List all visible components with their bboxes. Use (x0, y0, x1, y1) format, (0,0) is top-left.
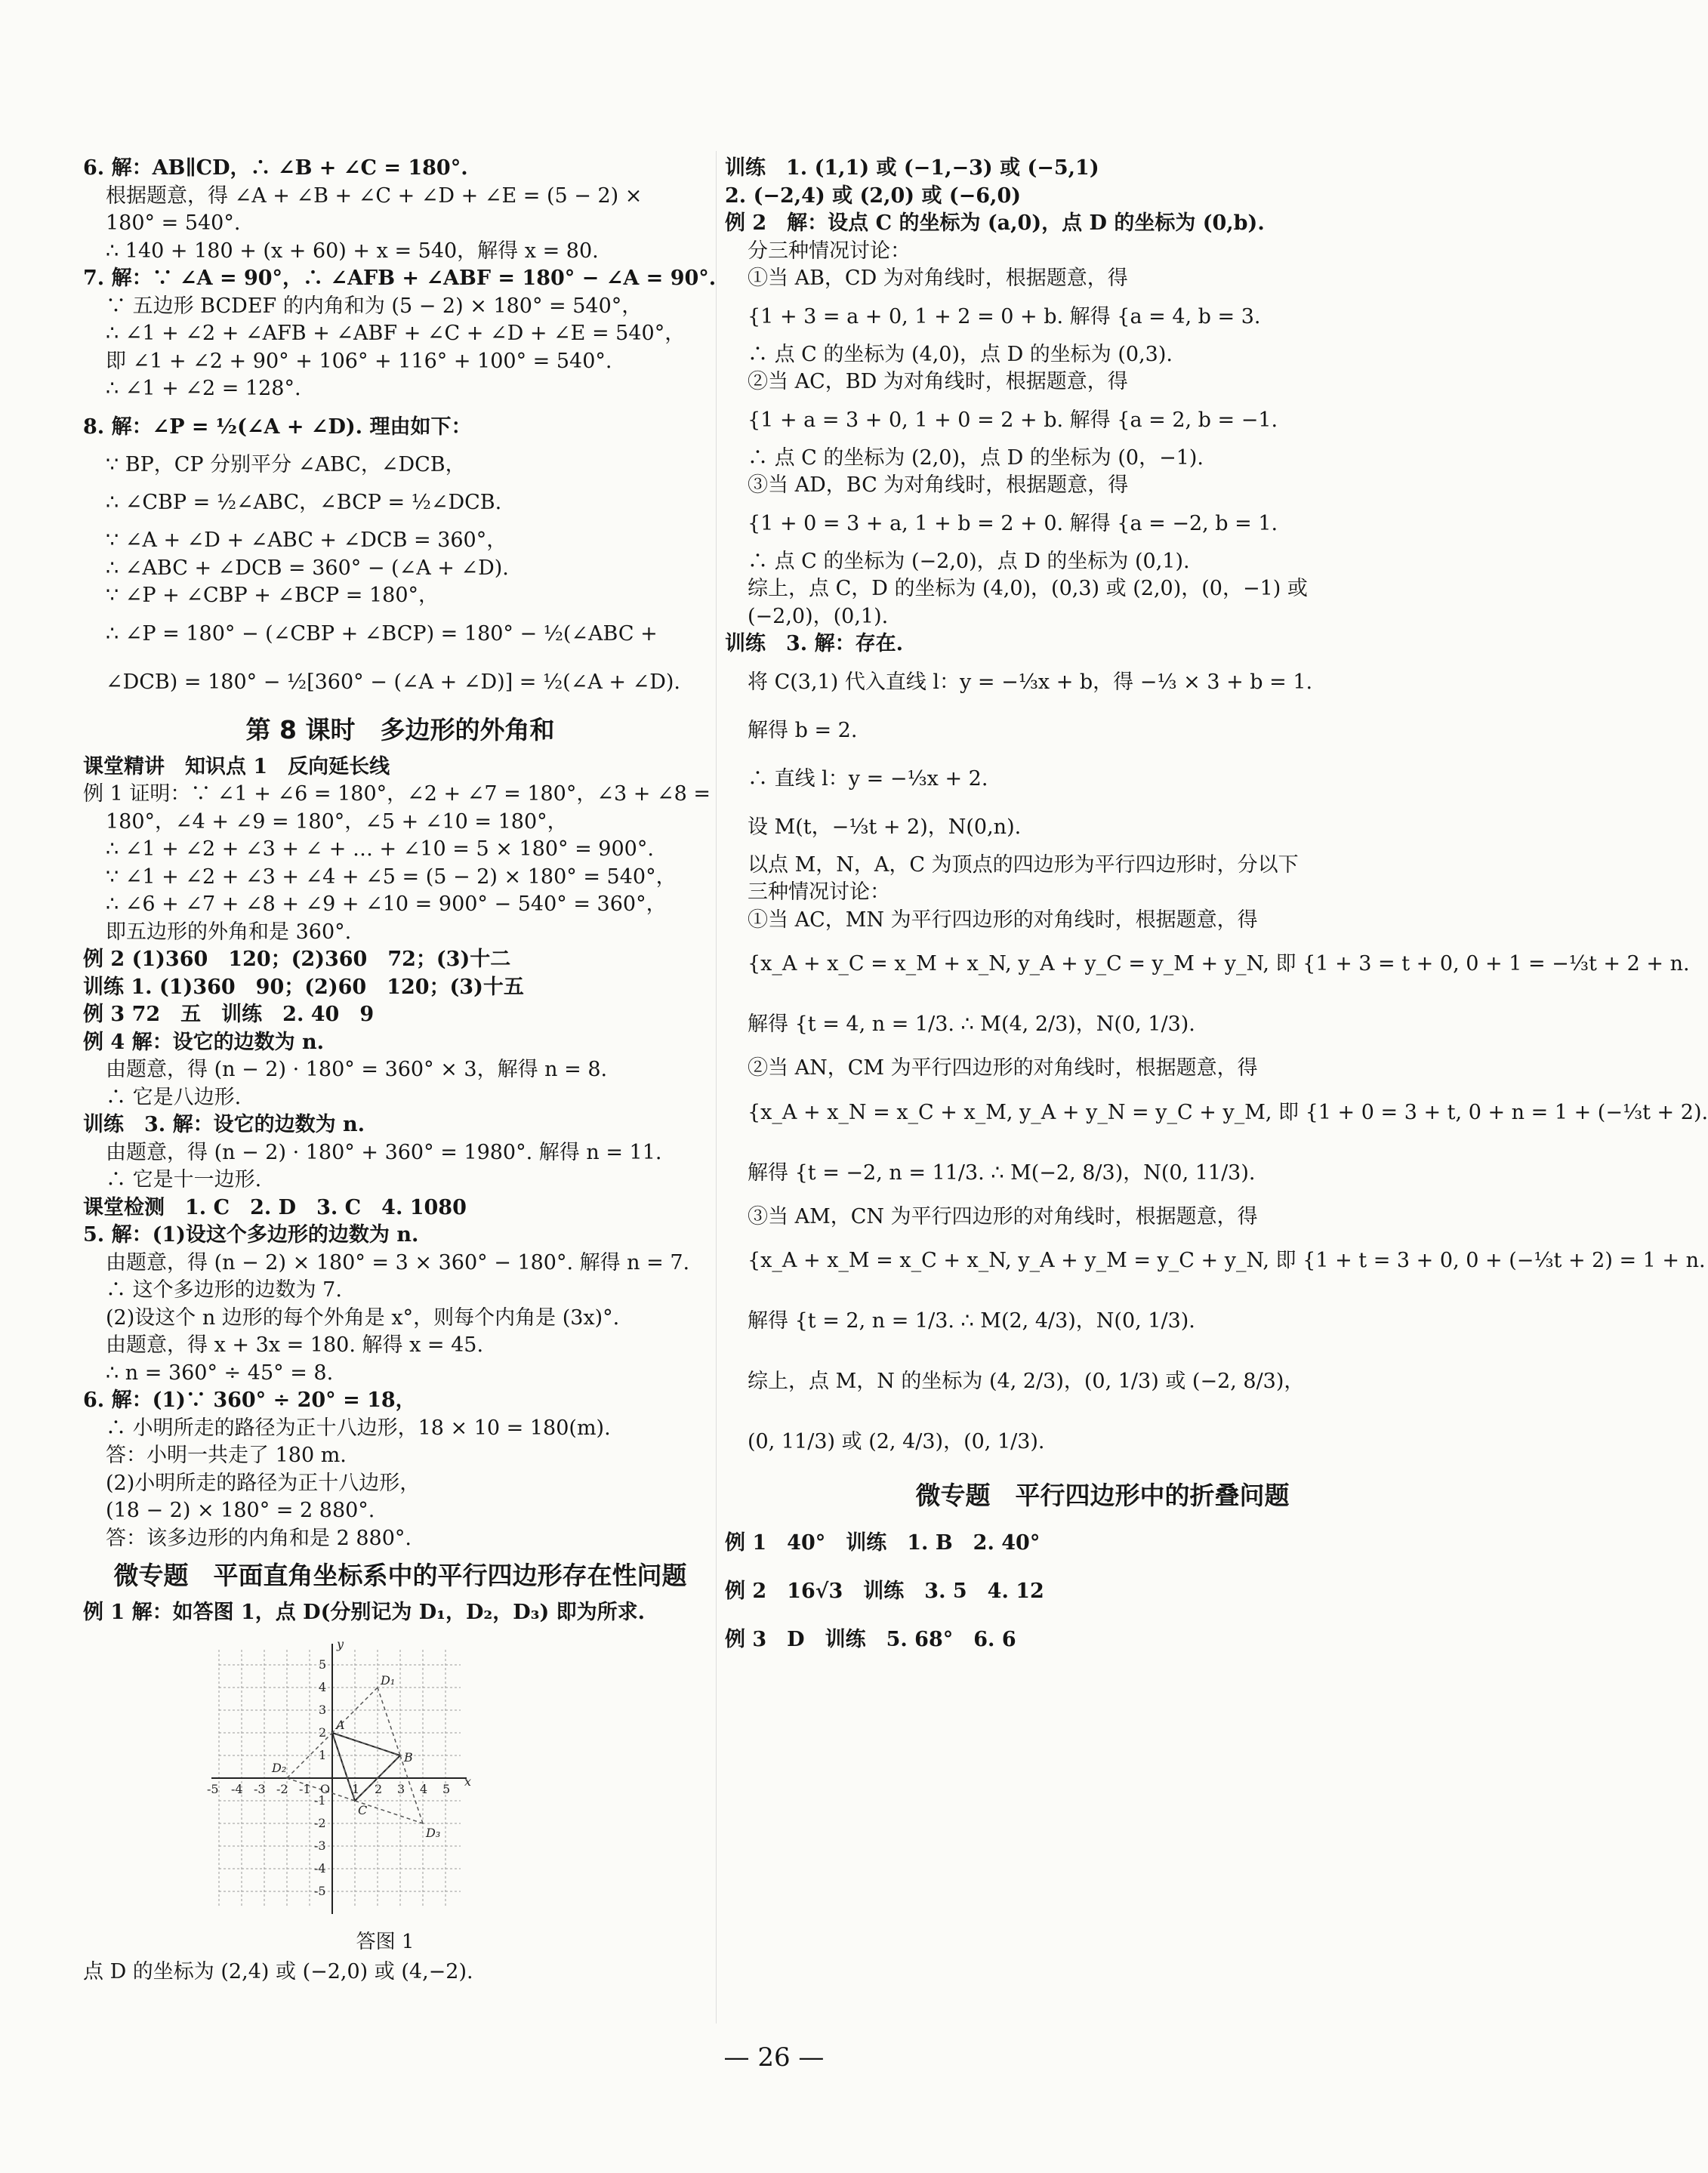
y-tick: -1 (314, 1792, 326, 1808)
text-line: 训练 1. (1,1) 或 (−1,−3) 或 (−5,1) (725, 156, 1099, 180)
text-line: ∵ 五边形 BCDEF 的内角和为 (5 − 2) × 180° = 540°， (106, 294, 643, 318)
text-line: (−2,0)，(0,1). (748, 604, 889, 628)
text-line: ③当 AD，BC 为对角线时，根据题意，得 (748, 473, 1129, 497)
text-line: ∴ n = 360° ÷ 45° = 8. (106, 1361, 334, 1385)
section-title: 第 8 课时 多边形的外角和 (245, 714, 555, 744)
text-line: 例 1 40° 训练 1. B 2. 40° (725, 1531, 1041, 1555)
text-line: ∠DCB) = 180° − ½[360° − (∠A + ∠D)] = ½(∠A + ∠D). (106, 670, 681, 694)
section-title: 微专题 平面直角坐标系中的平行四边形存在性问题 (113, 1561, 687, 1590)
text-line: ∵ BP，CP 分别平分 ∠ABC，∠DCB， (106, 452, 466, 476)
figure-caption: 答图 1 (356, 1930, 415, 1953)
text-line: 三种情况讨论： (748, 880, 890, 904)
x-tick: -2 (276, 1781, 288, 1796)
text-line: 例 4 解：设它的边数为 n. (83, 1030, 325, 1054)
equation-system: {1 + 3 = a + 0, 1 + 2 = 0 + b. 解得 {a = 4, b = 3. (748, 304, 1261, 328)
text-line: ∴ 直线 l：y = −⅓x + 2. (748, 766, 988, 791)
text-line: ∵ ∠1 + ∠2 + ∠3 + ∠4 + ∠5 = (5 − 2) × 180° = 540°， (106, 865, 677, 889)
y-tick: -5 (314, 1883, 326, 1898)
text-line: 训练 1. (1)360 90；(2)60 120；(3)十五 (83, 975, 524, 999)
text-line: 根据题意，得 ∠A + ∠B + ∠C + ∠D + ∠E = (5 − 2) × (106, 183, 643, 208)
text-line: ∴ ∠ABC + ∠DCB = 360° − (∠A + ∠D). (106, 556, 509, 580)
point-label-b: B (404, 1749, 413, 1765)
origin-label: O (320, 1781, 331, 1796)
text-line: 例 2 解：设点 C 的坐标为 (a,0)，点 D 的坐标为 (0,b). (725, 211, 1265, 235)
right-column (725, 155, 1708, 1664)
text-line: 分三种情况讨论： (748, 239, 911, 263)
text-line: 由题意，得 (n − 2) · 180° + 360° = 1980°. 解得 n = 11. (106, 1140, 662, 1164)
text-line: 即 ∠1 + ∠2 + 90° + 106° + 116° + 100° = 540°. (106, 349, 612, 373)
text-line: (2)小明所走的路径为正十八边形， (106, 1471, 421, 1495)
text-line: ∴ 点 C 的坐标为 (4,0)，点 D 的坐标为 (0,3). (748, 342, 1173, 366)
text-line: 5. 解：(1)设这个多边形的边数为 n. (83, 1223, 419, 1247)
text-line: 点 D 的坐标为 (2,4) 或 (−2,0) 或 (4,−2). (83, 1959, 473, 1983)
text-line: 例 2 (1)360 120；(2)360 72；(3)十二 (83, 948, 511, 971)
equation-system: 解得 {t = 2, n = 1/3. ∴ M(2, 4/3)，N(0, 1/3). (748, 1309, 1195, 1333)
coordinate-grid-svg (204, 1635, 476, 1922)
text-line: ∴ 点 C 的坐标为 (2,0)，点 D 的坐标为 (0，−1). (748, 445, 1204, 470)
equation-system: 解得 {t = −2, n = 11/3. ∴ M(−2, 8/3)，N(0, 11/3). (748, 1160, 1256, 1185)
text-line: ∴ ∠1 + ∠2 + ∠AFB + ∠ABF + ∠C + ∠D + ∠E = 540°， (106, 322, 686, 345)
point-label-d1: D₁ (381, 1672, 396, 1688)
text-line: ∴ 它是十一边形. (106, 1168, 262, 1191)
equation-system: {x_A + x_C = x_M + x_N, y_A + y_C = y_M + y_N, 即 {1 + 3 = t + 0, 0 + 1 = −⅓t + 2 + n. (748, 952, 1690, 976)
text-line: 例 1 证明：∵ ∠1 + ∠6 = 180°，∠2 + ∠7 = 180°，∠3 + ∠8 = (83, 782, 711, 806)
text-line: 7. 解：∵ ∠A = 90°，∴ ∠AFB + ∠ABF = 180° − ∠A = 90°. (83, 267, 717, 290)
text-line: ∴ ∠1 + ∠2 + ∠3 + ∠ + … + ∠10 = 5 × 180° = 900°. (106, 837, 654, 861)
text-line: (2)设这个 n 边形的每个外角是 x°，则每个内角是 (3x)°. (106, 1305, 620, 1330)
text-line: ①当 AB，CD 为对角线时，根据题意，得 (748, 267, 1128, 290)
text-line: 课堂精讲 知识点 1 反向延长线 (83, 754, 390, 778)
text-line: 由题意，得 (n − 2) · 180° = 360° × 3，解得 n = 8. (106, 1058, 608, 1081)
x-axis-label: x (464, 1774, 472, 1789)
text-line: ∴ ∠CBP = ½∠ABC，∠BCP = ½∠DCB. (106, 491, 502, 514)
text-line: 例 1 解：如答图 1，点 D(分别记为 D₁，D₂，D₃) 即为所求. (83, 1601, 646, 1624)
text-line: ∴ 这个多边形的边数为 7. (106, 1278, 342, 1302)
x-tick: 4 (420, 1781, 428, 1796)
text-line: 以点 M，N，A，C 为顶点的四边形为平行四边形时，分以下 (748, 852, 1299, 877)
equation-system: {1 + a = 3 + 0, 1 + 0 = 2 + b. 解得 {a = 2, b = −1. (748, 408, 1278, 432)
x-tick: 3 (397, 1781, 405, 1796)
text-line: 即五边形的外角和是 360°. (106, 920, 352, 944)
text-line: ∴ ∠P = 180° − (∠CBP + ∠BCP) = 180° − ½(∠ABC + (106, 621, 658, 646)
text-line: ∵ ∠P + ∠CBP + ∠BCP = 180°， (106, 584, 439, 607)
text-line: 6. 解：(1)∵ 360° ÷ 20° = 18， (83, 1389, 416, 1412)
section-title: 微专题 平行四边形中的折叠问题 (915, 1481, 1290, 1510)
text-line: ②当 AN，CM 为平行四边形的对角线时，根据题意，得 (748, 1056, 1258, 1080)
text-line: 例 2 16√3 训练 3. 5 4. 12 (725, 1580, 1044, 1603)
text-line: ∴ ∠1 + ∠2 = 128°. (106, 377, 301, 400)
coordinate-figure (204, 1635, 566, 1954)
equation-system: {x_A + x_M = x_C + x_N, y_A + y_M = y_C + y_N, 即 {1 + t = 3 + 0, 0 + (−⅓t + 2) = 1 + n. (748, 1249, 1706, 1272)
text-line: 训练 3. 解：存在. (725, 632, 903, 655)
text-line: 训练 3. 解：设它的边数为 n. (83, 1113, 365, 1136)
text-line: 例 3 D 训练 5. 68° 6. 6 (725, 1628, 1016, 1651)
y-tick: 5 (319, 1657, 327, 1672)
point-label-a: A (336, 1717, 345, 1732)
y-tick: 4 (319, 1679, 327, 1694)
text-line: ∴ 小明所走的路径为正十八边形，18 × 10 = 180(m). (106, 1416, 611, 1440)
text-line: (0, 11/3) 或 (2, 4/3)，(0, 1/3). (748, 1430, 1045, 1453)
text-line: 由题意，得 (n − 2) × 180° = 3 × 360° − 180°. 解得 n = 7. (106, 1250, 690, 1275)
text-line: 课堂检测 1. C 2. D 3. C 4. 1080 (83, 1195, 467, 1219)
x-tick: -3 (254, 1781, 266, 1796)
text-line: ∴ 点 C 的坐标为 (−2,0)，点 D 的坐标为 (0,1). (748, 549, 1190, 573)
text-line: ∵ ∠A + ∠D + ∠ABC + ∠DCB = 360°， (106, 529, 507, 552)
point-label-d3: D₃ (426, 1825, 441, 1840)
left-column (83, 155, 717, 1986)
x-tick: -4 (231, 1781, 243, 1796)
y-tick: -2 (314, 1815, 326, 1830)
y-tick: 1 (319, 1747, 327, 1762)
y-axis-label: y (337, 1636, 344, 1651)
text-line: 答：该多边形的内角和是 2 880°. (106, 1526, 412, 1550)
text-line: 综上，点 M，N 的坐标为 (4, 2/3)，(0, 1/3) 或 (−2, 8/3)， (748, 1370, 1305, 1393)
point-label-d2: D₂ (272, 1760, 287, 1775)
text-line: ∴ 140 + 180 + (x + 60) + x = 540，解得 x = 80. (106, 239, 599, 263)
y-tick: -4 (314, 1860, 326, 1876)
text-line: ∴ ∠6 + ∠7 + ∠8 + ∠9 + ∠10 = 900° − 540° = 360°， (106, 892, 667, 916)
text-line: 将 C(3,1) 代入直线 l：y = −⅓x + b，得 −⅓ × 3 + b = 1. (748, 670, 1313, 694)
equation-system: 解得 {t = 4, n = 1/3. ∴ M(4, 2/3)，N(0, 1/3). (748, 1013, 1195, 1036)
text-line: 由题意，得 x + 3x = 180. 解得 x = 45. (106, 1333, 484, 1357)
text-line: 180° = 540°. (106, 211, 241, 235)
point-label-c: C (358, 1802, 368, 1817)
y-tick: -3 (314, 1838, 326, 1853)
x-tick: -5 (207, 1781, 219, 1796)
text-line: ②当 AC，BD 为对角线时，根据题意，得 (748, 370, 1128, 393)
text-line: 8. 解：∠P = ½(∠A + ∠D). 理由如下： (83, 415, 472, 439)
equation-system: {1 + 0 = 3 + a, 1 + b = 2 + 0. 解得 {a = −2, b = 1. (748, 511, 1278, 535)
text-line: (18 − 2) × 180° = 2 880°. (106, 1499, 375, 1522)
text-line: 6. 解：AB∥CD，∴ ∠B + ∠C = 180°. (83, 156, 468, 180)
text-line: 2. (−2,4) 或 (2,0) 或 (−6,0) (725, 183, 1022, 208)
text-line: 180°，∠4 + ∠9 = 180°，∠5 + ∠10 = 180°， (106, 809, 568, 834)
equation-system: {x_A + x_N = x_C + x_M, y_A + y_N = y_C + y_M, 即 {1 + 0 = 3 + t, 0 + n = 1 + (−⅓t + 2). (748, 1100, 1708, 1124)
x-tick: 2 (375, 1781, 383, 1796)
x-tick: 5 (442, 1781, 451, 1796)
text-line: ∴ 它是八边形. (106, 1085, 242, 1109)
page-number: — 26 — (723, 2042, 825, 2073)
y-tick: 3 (319, 1702, 327, 1717)
y-tick: 2 (319, 1725, 327, 1740)
text-line: 综上，点 C，D 的坐标为 (4,0)，(0,3) 或 (2,0)，(0，−1) 或 (748, 577, 1308, 600)
text-line: 解得 b = 2. (748, 718, 858, 742)
text-line: ①当 AC，MN 为平行四边形的对角线时，根据题意，得 (748, 908, 1258, 932)
text-line: 例 3 72 五 训练 2. 40 9 (83, 1003, 375, 1026)
x-tick: 1 (352, 1781, 360, 1796)
text-line: 设 M(t，−⅓t + 2)，N(0,n). (748, 815, 1022, 839)
x-tick: -1 (299, 1781, 311, 1796)
text-line: 答：小明一共走了 180 m. (106, 1444, 347, 1467)
text-line: ③当 AM，CN 为平行四边形的对角线时，根据题意，得 (748, 1204, 1258, 1228)
